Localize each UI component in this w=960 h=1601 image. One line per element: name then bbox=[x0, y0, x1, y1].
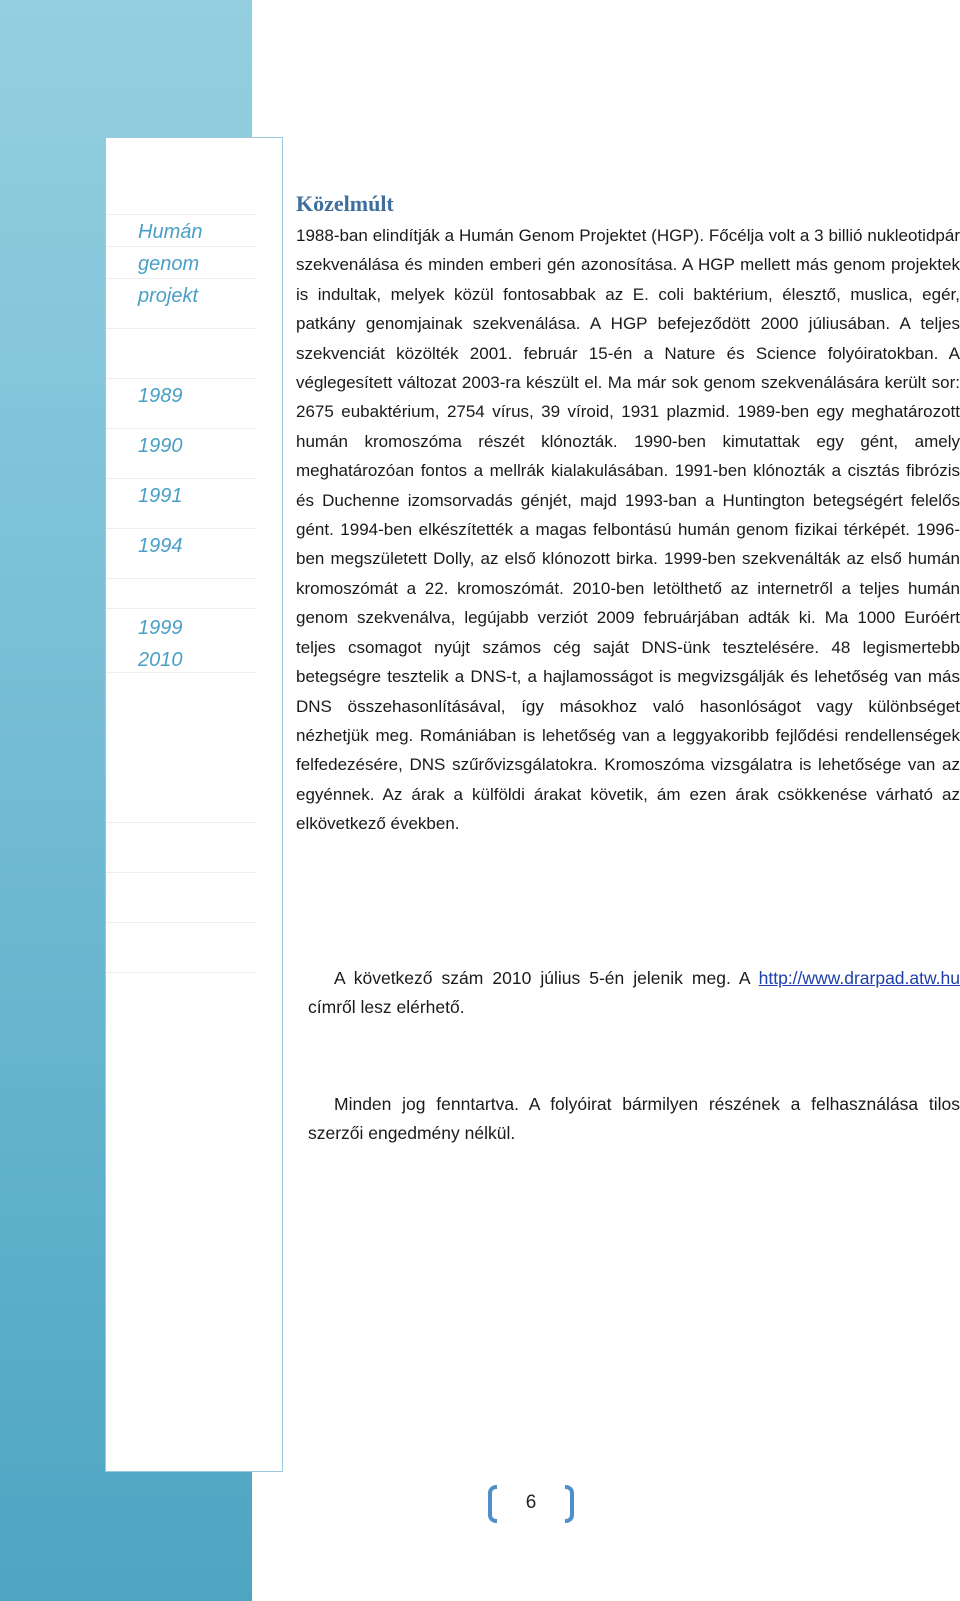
sidebar-separator bbox=[106, 214, 256, 215]
sidebar-separator bbox=[106, 822, 256, 823]
article-title: Közelmúlt bbox=[296, 191, 394, 216]
sidebar-separator bbox=[106, 328, 256, 329]
sidebar-separator bbox=[106, 528, 256, 529]
rights-text: Minden jog fenntartva. A folyóirat bármilyen részének a felhasználása tilos szerzői engedmény nélkül. bbox=[308, 1094, 960, 1143]
sidebar-separator bbox=[106, 428, 256, 429]
sidebar-topic-word: genom bbox=[138, 253, 200, 275]
next-issue-notice bbox=[308, 964, 960, 1022]
article bbox=[296, 189, 960, 839]
article-body: 1988-ban elindítják a Humán Genom Projektet (HGP). Főcélja volt a 3 billió nukleotidpár szekvenálása és minden emberi gén azonosítása. A HGP mellett más genom projektek is indultak, melyek közül fontosabbak az E. coli baktérium, élesztő, muslica, egér, patkány genomjainak szekvenálása. A HGP befejeződött 2000 júliusában. A teljes szekvenciát közölték 2001. február 15-én a Nature és Science folyóiratokban. A véglegesített változat 2003-ra készült el. Ma már sok genom szekvenálására került sor: 2675 eubaktérium, 2754 vírus, 39 víroid, 1931 plazmid. 1989-ben egy meghatározott humán kromoszóma részét klónozták. 1990-ben kimutattak egy gént, amely meghatározóan fontos a mellrák kialakulásában. 1991-ben klónozták a cisztás fibrózis és Duchenne izomsorvadás génjét, majd 1993-ban a Huntington betegségért felelős gént. 1994-ben elkészítették a magas felbontású humán genom fizikai térképét. 1996-ben megszületett Dolly, az első klónozott birka. 1999-ben szekvenálták az első humán kromoszómát a 22. kromoszómát. 2010-ben letölthető az internetről a teljes humán genom szekvenálva, legújabb verziót 2009 februárjában adták ki. Ma 1000 Euróért teljes csomagot nyújt számos cég saját DNS-ünk tesztelésére. 48 legismertebb betegségre tesztelik a DNS-t, a hajlamosságot is megvizsgálják és lehetőség van más DNS összehasonlításával, így másokhoz való hasonlóságot vagy különbséget nézhetjük meg. Romániában is lehetőség van a leggyakoribb fejlődési rendellenségek felfedezésére, DNS szűrővizsgálatokra. Kromoszóma vizsgálatra is lehetősége van az egyénnek. Az árak a külföldi árakat követik, ám ezen árak csökkenése várható az elkövetkező években. bbox=[296, 226, 960, 834]
sidebar-year: 1994 bbox=[138, 535, 183, 557]
page-number: 6 bbox=[525, 1492, 537, 1513]
website-link[interactable]: http://www.drarpad.atw.hu bbox=[758, 968, 960, 988]
right-bracket-icon bbox=[565, 1485, 574, 1523]
sidebar-box bbox=[105, 137, 283, 1472]
sidebar-separator bbox=[106, 608, 256, 609]
sidebar-year: 1989 bbox=[138, 385, 183, 407]
sidebar-year: 1999 bbox=[138, 617, 183, 639]
notice-suffix: címről lesz elérhető. bbox=[308, 997, 465, 1017]
sidebar-separator bbox=[106, 478, 256, 479]
sidebar-separator bbox=[106, 578, 256, 579]
sidebar-year: 1990 bbox=[138, 435, 183, 457]
notice-prefix: A bbox=[738, 968, 750, 988]
sidebar-separator bbox=[106, 378, 256, 379]
rights-notice bbox=[308, 1090, 960, 1148]
sidebar-topic-word: Humán bbox=[138, 221, 203, 243]
next-issue-line: A következő szám 2010 július 5-én jelenik meg. bbox=[334, 968, 731, 988]
sidebar-separator bbox=[106, 922, 256, 923]
sidebar-separator bbox=[106, 872, 256, 873]
sidebar-topic-word: projekt bbox=[138, 285, 199, 307]
sidebar-year: 1991 bbox=[138, 485, 183, 507]
sidebar-separator bbox=[106, 972, 256, 973]
sidebar-year: 2010 bbox=[138, 649, 183, 671]
page-number-frame bbox=[488, 1485, 574, 1529]
